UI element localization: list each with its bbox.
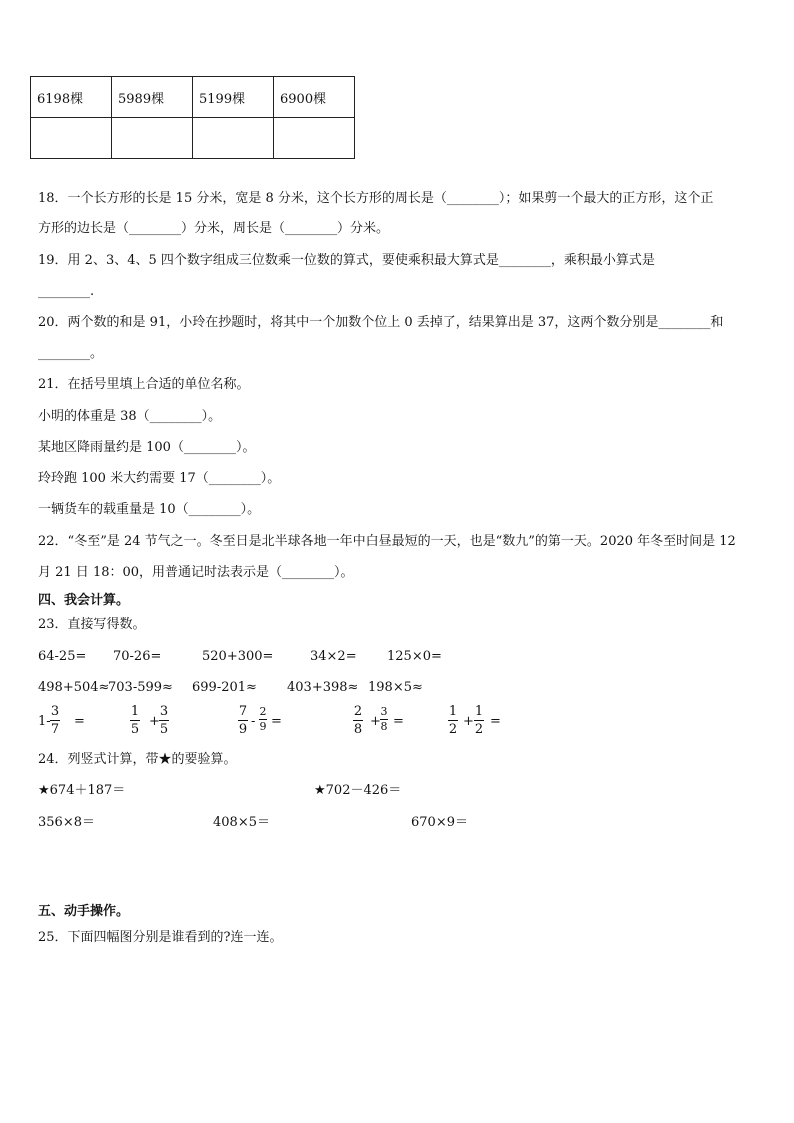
vertical-calc-item: ★674＋187＝ — [38, 783, 126, 798]
calc-item: 699-201≈ — [192, 680, 257, 695]
fraction — [448, 704, 458, 737]
calc-item: 70-26= — [113, 649, 162, 664]
equals-sign: = — [74, 714, 85, 729]
equals-sign: = — [490, 714, 501, 729]
numerator: 2 — [259, 705, 267, 718]
question-19-line-1: 19．用 2、3、4、5 四个数字组成三位数乘一位数的算式，要使乘积最大算式是________，乘积最小算式是 — [38, 253, 655, 268]
fraction — [353, 704, 363, 737]
plus-sign: + — [370, 714, 381, 729]
calc-item: 403+398≈ — [287, 680, 359, 695]
equals-sign: = — [393, 714, 404, 729]
table-cell: 5989棵 — [112, 77, 193, 118]
denominator: 8 — [380, 720, 388, 733]
numerator: 1 — [474, 704, 484, 719]
fraction — [238, 704, 248, 737]
question-22-line-1: 22．“冬至”是 24 节气之一。冬至日是北半球各地一年中白昼最短的一天，也是“数九”的第一天。2020 年冬至时间是 12 — [38, 534, 736, 549]
denominator: 5 — [130, 722, 140, 737]
numerator: 3 — [380, 705, 388, 718]
table-header-row — [31, 77, 355, 118]
fraction — [50, 704, 60, 737]
fraction — [159, 704, 169, 737]
section-5-heading: 五、动手操作。 — [38, 904, 130, 919]
answer-cell[interactable] — [31, 118, 112, 159]
question-24-title: 24．列竖式计算，带★的要验算。 — [38, 752, 237, 767]
tree-count-table — [30, 76, 355, 159]
answer-cell[interactable] — [274, 118, 355, 159]
calc-item: 498+504≈ — [38, 680, 110, 695]
calc-item: 520+300= — [202, 649, 274, 664]
fraction-bar — [238, 720, 248, 721]
fraction — [380, 706, 388, 733]
numerator: 3 — [159, 704, 169, 719]
question-22-line-2: 月 21 日 18：00，用普通记时法表示是（________）。 — [38, 565, 354, 580]
question-21-item: 一辆货车的载重量是 10（________）。 — [38, 502, 261, 517]
denominator: 2 — [448, 722, 458, 737]
calc-item: 703-599≈ — [108, 680, 173, 695]
question-23-title: 23．直接写得数。 — [38, 617, 146, 632]
plus-sign: + — [463, 714, 474, 729]
fraction-bar — [448, 720, 458, 721]
denominator: 9 — [259, 720, 267, 733]
denominator: 2 — [474, 722, 484, 737]
calc-item: 34×2= — [310, 649, 357, 664]
question-25-title: 25．下面四幅图分别是谁看到的?连一连。 — [38, 930, 283, 945]
vertical-calc-item: 356×8＝ — [38, 815, 95, 830]
table-answer-row — [31, 118, 355, 159]
fraction-bar — [130, 720, 140, 721]
fraction-bar — [474, 720, 484, 721]
fraction-bar — [159, 720, 169, 721]
question-18-line-1: 18．一个长方形的长是 15 分米，宽是 8 分米，这个长方形的周长是（________）；如果剪一个最大的正方形，这个正 — [38, 191, 714, 206]
numerator: 3 — [50, 704, 60, 719]
denominator: 5 — [159, 722, 169, 737]
denominator: 7 — [50, 722, 60, 737]
vertical-calc-item: 408×5＝ — [213, 815, 270, 830]
answer-cell[interactable] — [112, 118, 193, 159]
equals-sign: = — [271, 714, 282, 729]
question-21-title: 21．在括号里填上合适的单位名称。 — [38, 377, 250, 392]
plus-sign: + — [149, 714, 160, 729]
calc-item: 198×5≈ — [368, 680, 423, 695]
question-21-item: 小明的体重是 38（________）。 — [38, 409, 222, 424]
question-19-line-2: ________. — [38, 284, 95, 299]
question-21-item: 某地区降雨量约是 100（________）。 — [38, 440, 256, 455]
fraction — [474, 704, 484, 737]
table-cell: 6900棵 — [274, 77, 355, 118]
fraction — [130, 704, 140, 737]
numerator: 2 — [353, 704, 363, 719]
calc-item: 125×0= — [387, 649, 442, 664]
section-4-heading: 四、我会计算。 — [38, 593, 130, 608]
numerator: 1 — [448, 704, 458, 719]
fraction-bar — [50, 720, 60, 721]
vertical-calc-item: ★702－426＝ — [314, 783, 402, 798]
vertical-calc-item: 670×9＝ — [411, 815, 468, 830]
fraction — [259, 706, 267, 733]
question-20-line-2: ________。 — [38, 346, 104, 361]
fraction-bar — [353, 720, 363, 721]
numerator: 7 — [238, 704, 248, 719]
answer-cell[interactable] — [193, 118, 274, 159]
question-21-item: 玲玲跑 100 米大约需要 17（________）。 — [38, 471, 281, 486]
table-cell: 6198棵 — [31, 77, 112, 118]
denominator: 8 — [353, 722, 363, 737]
table-cell: 5199棵 — [193, 77, 274, 118]
minus-sign: - — [251, 714, 256, 729]
fraction-prefix: 1- — [38, 714, 51, 729]
denominator: 9 — [238, 722, 248, 737]
question-20-line-1: 20．两个数的和是 91，小玲在抄题时，将其中一个加数个位上 0 丢掉了，结果算出是 37，这两个数分别是________和 — [38, 315, 724, 330]
question-18-line-2: 方形的边长是（________）分米，周长是（________）分米。 — [38, 221, 390, 236]
numerator: 1 — [130, 704, 140, 719]
calc-item: 64-25= — [38, 649, 87, 664]
